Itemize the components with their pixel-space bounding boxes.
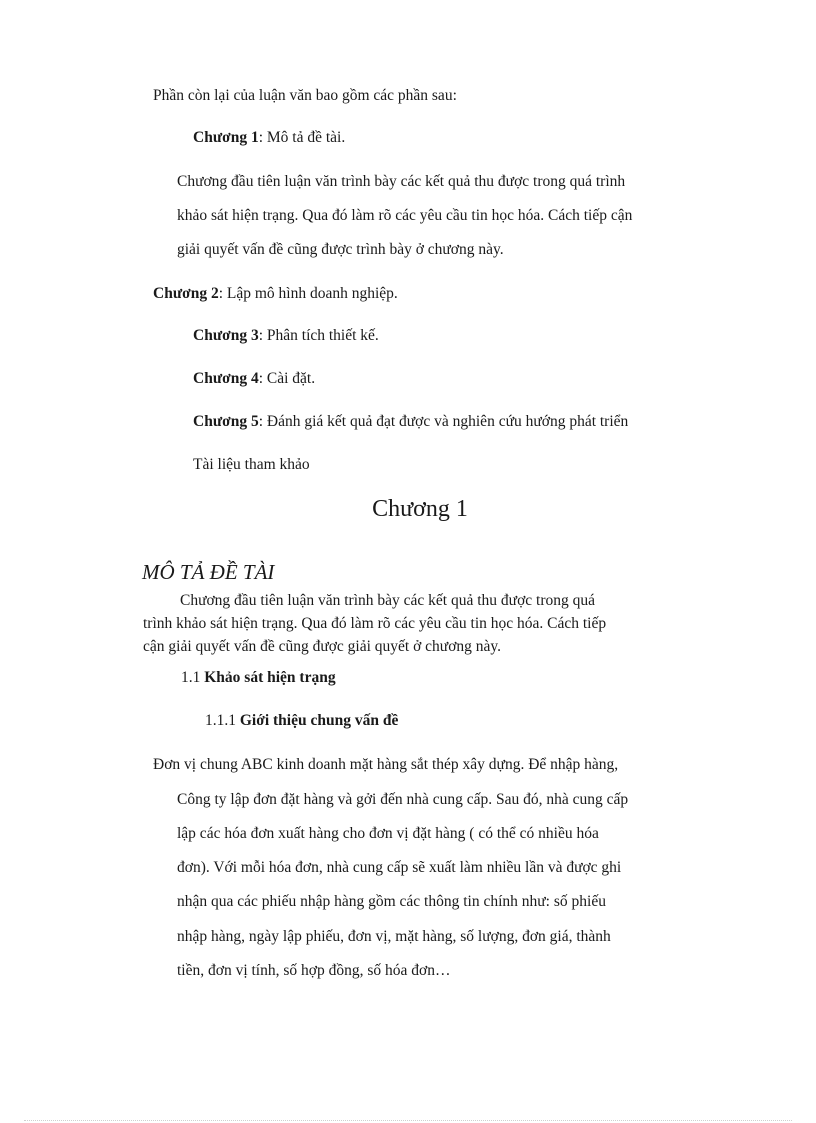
section-title: MÔ TẢ ĐỀ TÀI <box>142 560 275 584</box>
body-line-5: nhận qua các phiếu nhập hàng gồm các thông tin chính như: số phiếu <box>177 893 606 910</box>
references-item: Tài liệu tham khảo <box>193 456 310 473</box>
subsubsection-heading <box>205 712 398 731</box>
outline-label: Chương 5 <box>193 413 259 430</box>
outline-label: Chương 3 <box>193 327 259 344</box>
summary-line-1: Chương đầu tiên luận văn trình bày các kết quả thu được trong quá trình <box>177 173 626 190</box>
summary-line-3: giải quyết vấn đề cũng được trình bày ở chương này. <box>177 241 504 258</box>
outline-text: : Mô tả đề tài. <box>258 129 346 146</box>
subsubsection-title: Giới thiệu chung vấn đề <box>239 712 399 729</box>
outline-label: Chương 4 <box>193 370 259 387</box>
outline-item-4 <box>193 370 315 389</box>
body-line-4: đơn). Với mỗi hóa đơn, nhà cung cấp sẽ xuất làm nhiều lần và được ghi <box>177 859 622 876</box>
section-intro-line-2: trình khảo sát hiện trạng. Qua đó làm rõ các yêu cầu tin học hóa. Cách tiếp <box>143 615 607 632</box>
section-intro-line-1: Chương đầu tiên luận văn trình bày các kết quả thu được trong quá <box>180 592 595 609</box>
body-line-1: Đơn vị chung ABC kinh doanh mặt hàng sắt thép xây dựng. Để nhập hàng, <box>153 756 619 773</box>
outline-text: : Đánh giá kết quả đạt được và nghiên cứu hướng phát triển <box>258 413 629 430</box>
subsection-heading <box>181 669 336 688</box>
page-bottom-rule <box>24 1120 792 1121</box>
section-intro-line-3: cận giải quyết vấn đề cũng được giải quyết ở chương này. <box>143 638 502 655</box>
outline-label: Chương 2 <box>153 285 219 302</box>
outline-item-5 <box>193 413 628 432</box>
body-line-2: Công ty lập đơn đặt hàng và gởi đến nhà cung cấp. Sau đó, nhà cung cấp <box>177 791 629 808</box>
outline-item-1 <box>193 129 345 148</box>
body-line-3: lập các hóa đơn xuất hàng cho đơn vị đặt hàng ( có thể có nhiều hóa <box>177 825 599 842</box>
outline-item-3 <box>193 327 379 346</box>
outline-text: : Cài đặt. <box>258 370 316 387</box>
outline-text: : Lập mô hình doanh nghiệp. <box>218 285 398 302</box>
body-line-6: nhập hàng, ngày lập phiếu, đơn vị, mặt hàng, số lượng, đơn giá, thành <box>177 928 611 945</box>
body-line-7: tiền, đơn vị tính, số hợp đồng, số hóa đơn… <box>177 962 451 979</box>
intro-line: Phần còn lại của luận văn bao gồm các phần sau: <box>153 87 457 104</box>
chapter-title: Chương 1 <box>372 496 468 522</box>
outline-text: : Phân tích thiết kế. <box>258 327 379 344</box>
subsubsection-number: 1.1.1 <box>205 712 240 729</box>
summary-line-2: khảo sát hiện trạng. Qua đó làm rõ các yêu cầu tin học hóa. Cách tiếp cận <box>177 207 633 224</box>
subsection-title: Khảo sát hiện trạng <box>204 669 336 686</box>
outline-item-2 <box>153 285 398 304</box>
outline-label: Chương 1 <box>193 129 259 146</box>
subsection-number: 1.1 <box>181 669 205 686</box>
